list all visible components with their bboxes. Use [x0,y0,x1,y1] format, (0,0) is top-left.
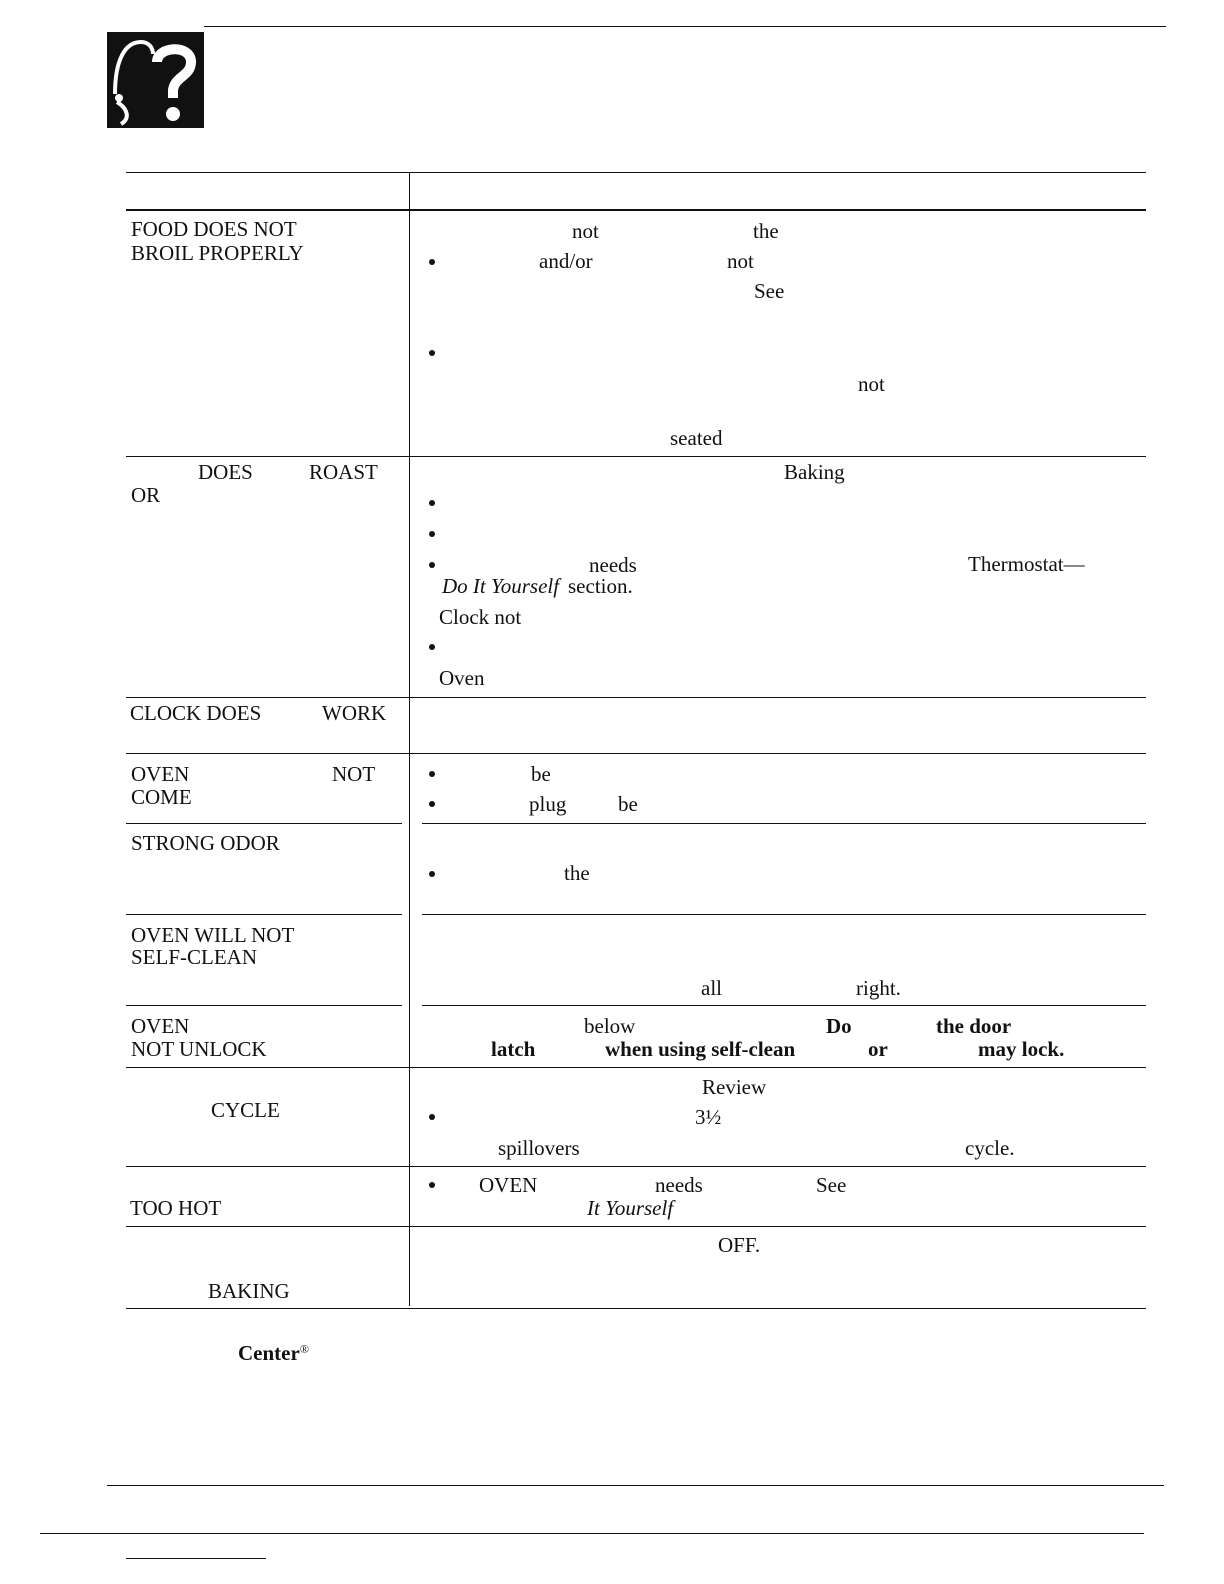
row-divider [126,697,1146,698]
cause-text: OFF. [718,1233,761,1257]
bullet-icon [429,562,435,568]
page-bottom-rule [40,1533,1144,1534]
bullet-icon [429,531,435,537]
cause-text: be [618,792,638,816]
cause-text: plug [529,792,567,816]
cause-text: all [701,976,722,1000]
cause-text: not [572,219,599,243]
cause-text: seated [670,426,723,450]
footer-short-rule [126,1558,266,1559]
row-divider [126,1005,402,1006]
bullet-icon [429,259,435,265]
row-divider [422,914,1146,915]
cause-text: needs [655,1173,703,1197]
problem-toohot-line1: TOO HOT [130,1196,222,1220]
table-top-rule [126,172,1146,173]
table-column-divider [409,172,410,1306]
row-divider [126,753,1146,754]
cause-text: Clock not [439,605,522,629]
problem-baking-word: BAKING [208,1279,290,1303]
cause-text: OVEN [479,1173,538,1197]
table-header-rule [126,209,1146,211]
cause-text: See [816,1173,847,1197]
question-ear-icon [107,32,204,128]
bullet-icon [429,1182,435,1188]
row-divider [422,823,1146,824]
problem-broil-line1: FOOD DOES NOT [131,217,297,241]
row-divider [126,456,1146,457]
problem-clock-word: CLOCK DOES [130,701,262,725]
problem-selfclean-line2: SELF-CLEAN [131,945,257,969]
row-divider [126,1166,1146,1167]
cause-text-bold: the door [936,1014,1012,1038]
row-divider [126,1226,1146,1227]
cause-text: below [584,1014,636,1038]
problem-selfclean-line1: OVEN WILL NOT [131,923,295,947]
problem-unlock-line2: NOT UNLOCK [131,1037,267,1061]
cause-text: the [753,219,779,243]
cause-text: Oven [439,666,485,690]
problem-roast-word: DOES [198,460,253,484]
cause-text: cycle. [965,1136,1015,1160]
cause-text: Do It Yourself [442,574,560,598]
cause-text-bold: may lock. [978,1037,1065,1061]
cause-text-bold: or [868,1037,888,1061]
row-divider [126,1067,1146,1068]
problem-roast-word: OR [131,483,161,507]
cause-text: 3½ [695,1105,722,1129]
problem-broil-line2: BROIL PROPERLY [131,241,304,265]
problem-odor-line1: STRONG ODOR [131,831,280,855]
bullet-icon [429,644,435,650]
footer-rule [107,1485,1164,1486]
cause-text: not [858,372,885,396]
problem-oven-come-word: COME [131,785,192,809]
cause-text-bold: when using self-clean [605,1037,796,1061]
question-ear-glyph [107,32,204,128]
cause-text: be [531,762,551,786]
cause-text: the [564,861,590,885]
table-bottom-rule [126,1308,1146,1309]
problem-roast-word: ROAST [309,460,378,484]
cause-text-bold: latch [491,1037,536,1061]
cause-text: spillovers [498,1136,580,1160]
cause-text: Thermostat— [968,552,1085,576]
row-divider [422,1005,1146,1006]
bullet-icon [429,871,435,877]
bullet-icon [429,500,435,506]
cause-text: See [754,279,785,303]
problem-unlock-line1: OVEN [131,1014,190,1038]
footer-brand-text: Center® [238,1341,309,1365]
bullet-icon [429,801,435,807]
problem-cycle-word: CYCLE [211,1098,280,1122]
bullet-icon [429,350,435,356]
top-rule [204,26,1166,27]
cause-text: needs [589,553,637,577]
row-divider [126,823,402,824]
bullet-icon [429,771,435,777]
cause-text: Review [702,1075,767,1099]
registered-mark: ® [299,1342,309,1356]
cause-text: not [727,249,754,273]
cause-text: section. [568,574,633,598]
cause-text: Baking [784,460,845,484]
bullet-icon [429,1114,435,1120]
cause-text-bold: Do [826,1014,852,1038]
problem-oven-come-word: OVEN [131,762,190,786]
cause-text: and/or [539,249,593,273]
problem-clock-word: WORK [322,701,387,725]
cause-text-italic: It Yourself [587,1196,674,1220]
cause-text: right. [856,976,901,1000]
problem-oven-come-word: NOT [332,762,376,786]
row-divider [126,914,402,915]
